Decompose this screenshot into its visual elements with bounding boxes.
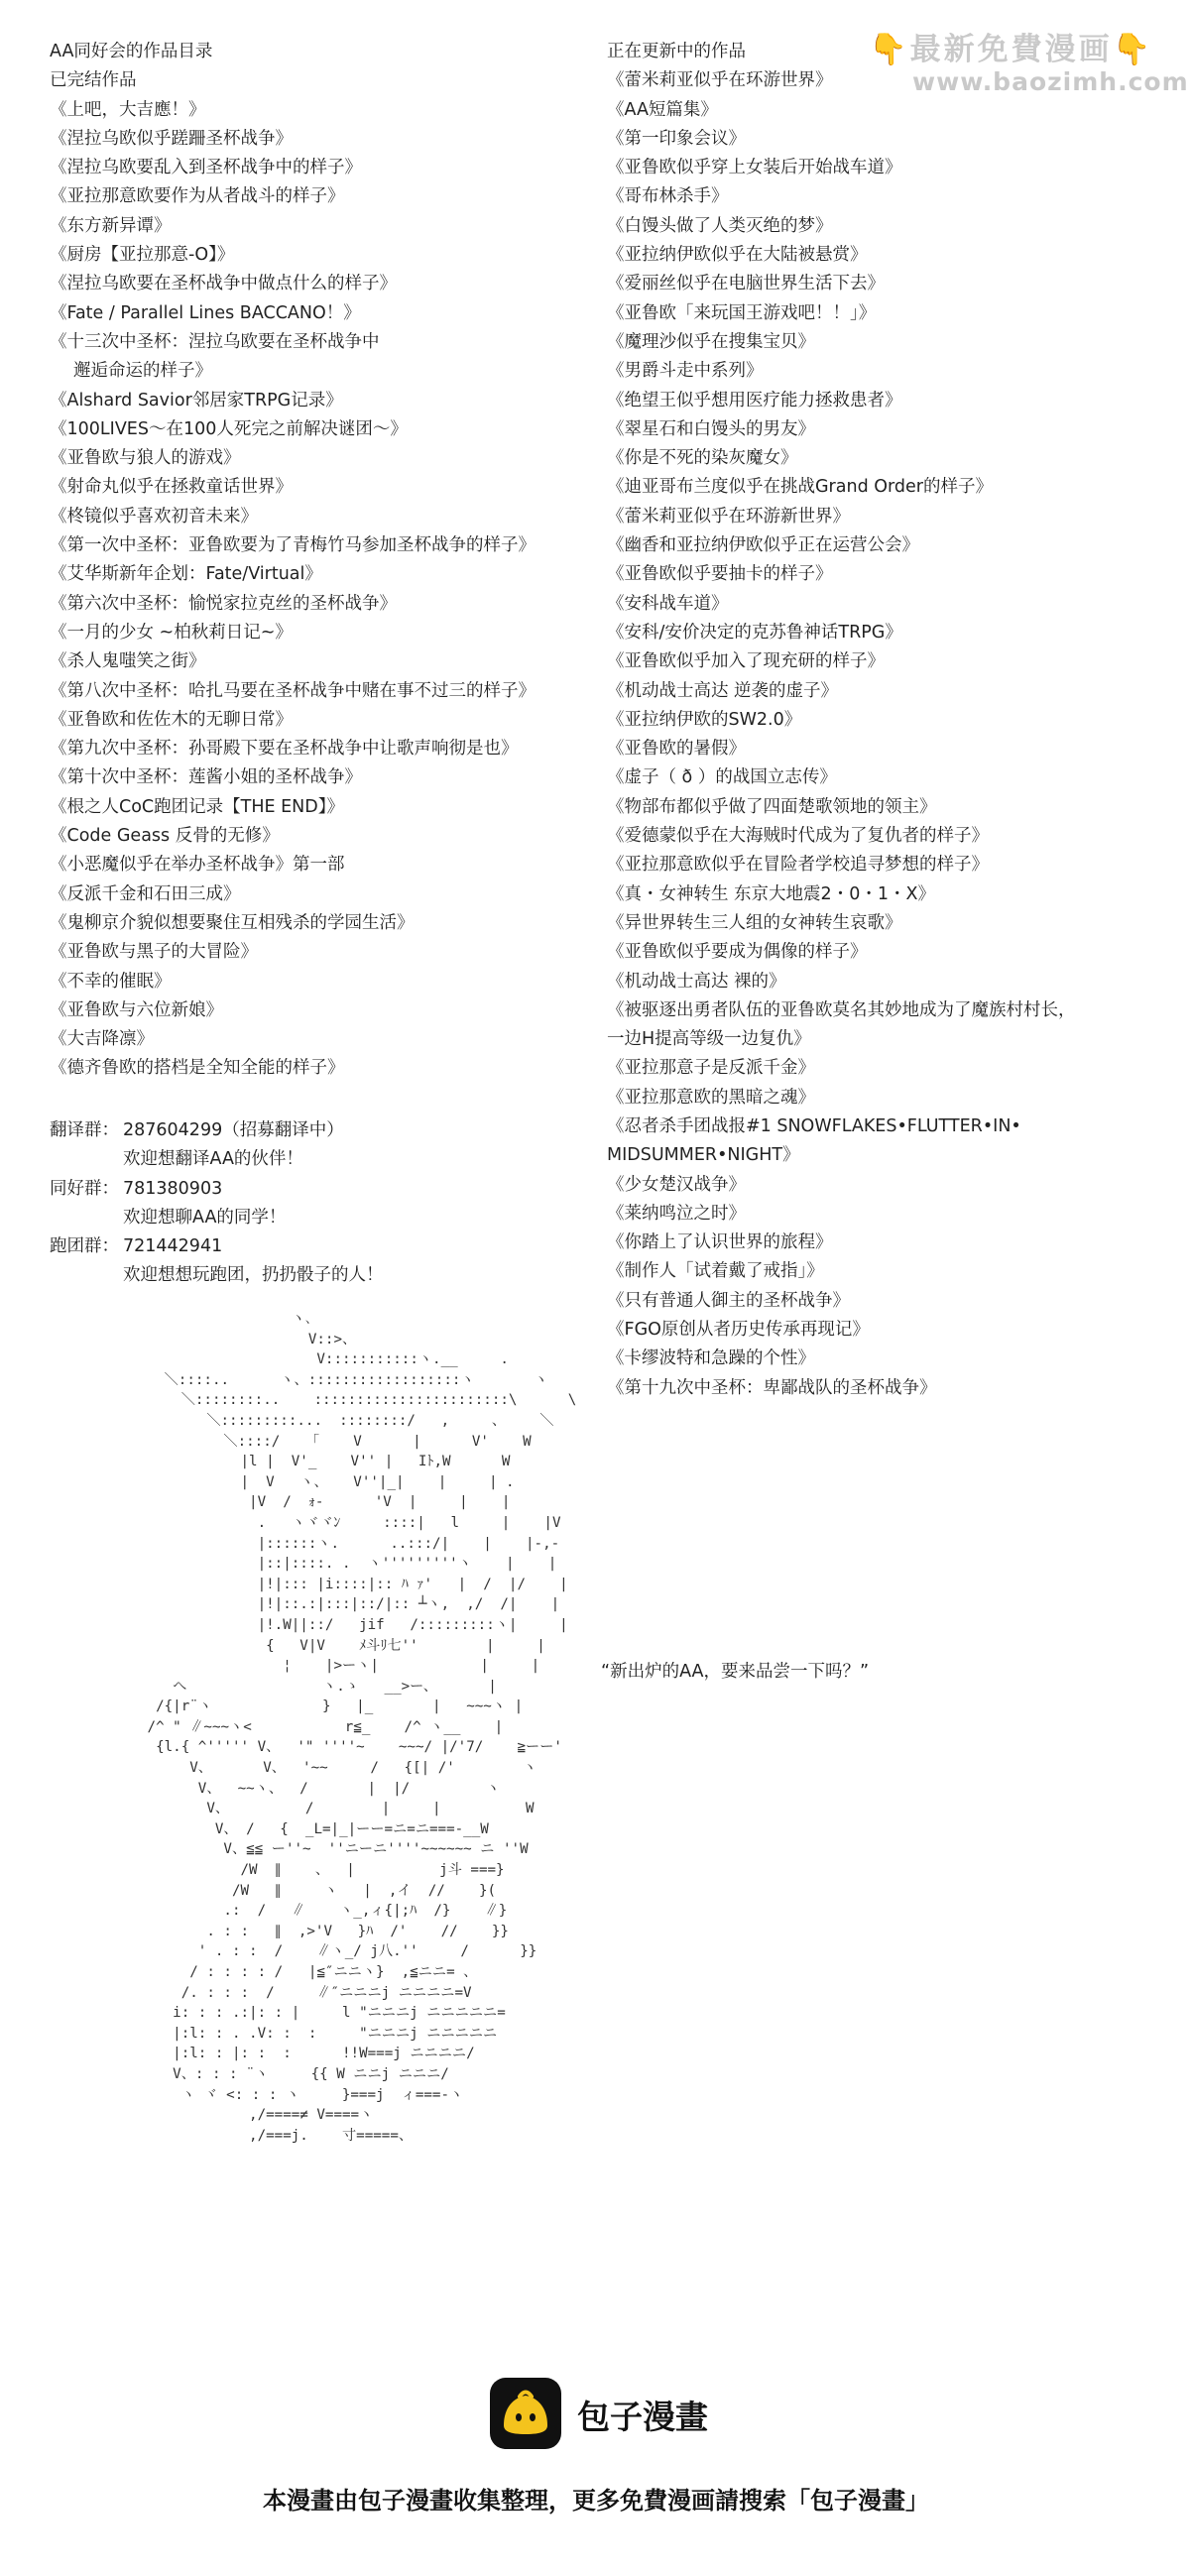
ongoing-work-item: 《物部布都似乎做了四面楚歌领地的领主》 xyxy=(607,796,937,817)
completed-work-item: 《不幸的催眠》 xyxy=(50,971,172,992)
ongoing-work-item: 《虚子（ ð ）的战国立志传》 xyxy=(607,767,837,788)
ongoing-work-item: MIDSUMMER•NIGHT》 xyxy=(607,1145,800,1166)
completed-work-item: 《东方新异谭》 xyxy=(50,215,172,236)
ongoing-work-item: 《异世界转生三人组的女神转生哀歌》 xyxy=(607,912,902,933)
group-contacts xyxy=(50,1116,384,1291)
completed-work-item: 《亚鲁欧与狼人的游戏》 xyxy=(50,448,241,469)
ongoing-work-item: 《第十九次中圣杯：卑鄙战队的圣杯战争》 xyxy=(607,1377,937,1398)
ongoing-work-item: 《蕾米莉亚似乎在环游新世界》 xyxy=(607,506,850,527)
completed-work-item: 《涅拉乌欧要乱入到圣杯战争中的样子》 xyxy=(50,158,362,178)
ongoing-work-item: 《爱德蒙似乎在大海贼时代成为了复仇者的样子》 xyxy=(607,826,989,847)
ongoing-works-list xyxy=(607,66,1182,1403)
completed-works-column xyxy=(50,38,605,1084)
contact-row xyxy=(50,1175,384,1204)
ongoing-work-item: 一边H提高等级一边复仇》 xyxy=(607,1029,811,1050)
completed-work-item: 《鬼柳京介貌似想要聚住互相残杀的学园生活》 xyxy=(50,912,415,933)
completed-work-item: 《Alshard Savior邻居家TRPG记录》 xyxy=(50,390,343,410)
ongoing-work-item: 《AA短篇集》 xyxy=(607,99,718,120)
completed-work-item: 《十三次中圣杯：涅拉乌欧要在圣杯战争中 xyxy=(50,331,380,352)
completed-work-item: 《厨房【亚拉那意-O】》 xyxy=(50,245,235,266)
logo-text: 包子漫畫 xyxy=(577,2398,708,2436)
baozi-bun-icon xyxy=(490,2378,561,2449)
completed-work-item: 《艾华斯新年企划：Fate/Virtual》 xyxy=(50,564,322,585)
ongoing-work-item: 《少女楚汉战争》 xyxy=(607,1174,746,1195)
ongoing-work-item: 《真・女神转生 东京大地震2・0・1・X》 xyxy=(607,883,935,904)
ongoing-work-item: 《亚鲁欧的暑假》 xyxy=(607,739,746,760)
catalog-heading: AA同好会的作品目录 xyxy=(50,42,213,61)
completed-work-item: 《亚拉那意欧要作为从者战斗的样子》 xyxy=(50,186,345,207)
contact-label: 翻译群： xyxy=(50,1120,119,1140)
ongoing-work-item: 《FGO原创从者历史传承再现记》 xyxy=(607,1320,870,1341)
contact-number[interactable]: 781380903 xyxy=(123,1178,223,1199)
speech-caption: “新出炉的AA，要来品尝一下吗？” xyxy=(601,1662,870,1682)
ongoing-work-item: 《绝望王似乎想用医疗能力拯救患者》 xyxy=(607,390,902,410)
completed-work-item: 《亚鲁欧与黑子的大冒险》 xyxy=(50,942,258,963)
ongoing-work-item: 《只有普通人御主的圣杯战争》 xyxy=(607,1290,850,1311)
ongoing-work-item: 《魔理沙似乎在搜集宝贝》 xyxy=(607,331,815,352)
completed-work-item: 《亚鲁欧与六位新娘》 xyxy=(50,999,223,1020)
ongoing-work-item: 《你是不死的染灰魔女》 xyxy=(607,448,798,469)
ongoing-work-item: 《安科战车道》 xyxy=(607,593,729,614)
ongoing-work-item: 《被驱逐出勇者队伍的亚鲁欧莫名其妙地成为了魔族村村长， xyxy=(607,999,1076,1020)
ongoing-work-item: 《亚拉那意子是反派千金》 xyxy=(607,1058,815,1079)
completed-work-item: 《第八次中圣杯：哈扎马要在圣杯战争中赌在事不过三的样子》 xyxy=(50,680,536,701)
completed-work-item: 《德齐鲁欧的搭档是全知全能的样子》 xyxy=(50,1058,345,1079)
ongoing-work-item: 《莱纳鸣泣之时》 xyxy=(607,1203,746,1224)
ongoing-work-item: 《制作人「试着戴了戒指」》 xyxy=(607,1261,824,1282)
contact-note: 欢迎想想玩跑团，扔扔骰子的人！ xyxy=(123,1265,384,1286)
thumbs-up-icon: 👇 xyxy=(1112,32,1154,67)
completed-work-item: 《大吉降凛》 xyxy=(50,1029,154,1050)
ongoing-work-item: 《男爵斗走中系列》 xyxy=(607,361,764,382)
contact-number[interactable]: 287604299（招募翻译中） xyxy=(123,1120,344,1140)
completed-work-item: 《第九次中圣杯：孙哥殿下要在圣杯战争中让歌声响彻是也》 xyxy=(50,739,519,760)
ongoing-work-item: 《忍者杀手团战报#1 SNOWFLAKES•FLUTTER•IN• xyxy=(607,1115,1021,1136)
ascii-art-illustration: ヽ､ V::>、 V:::::::::::ヽ.__ . ＼::::.. ヽ、::::::::::::::::::ヽ ヽ ＼::::::::.. :::::::::::::::::::::::\ \ ＼:::::::::... ::::::::/ , 、 ＼ ＼::::/ 「 V | V' W |l | V'_ V'' | Iﾄ,W W | V ヽ、 V''|_| | | . |V / ｫ- 'V | | | . ヽヾヾﾝ ::::| l | |V |::::::ヽ. ..:::/| | |-,- |::|::::. . ヽ'''''''''ヽ | | |!|::: |i::::|:: ﾊ ｧ' | / |/ | |!|::.:|:::|::/|:: ┴ヽ, ,/ /| | |!.W||::/ jif /:::::::::ヽ| | { V|V ﾒ斗ﾘ七'' | | ¦ |>ーヽ| | | へ ヽ.ゝ __>ー、 | /{|r¨ヽ } |_ | ~~~ヽ | /^ " ∥~~~ヽ< r≦_ /^ ヽ__ | {l.{ ^''''' V、 '" ''''~ ~~~/ |/'7/ ≧ーー' V、 V、 '~~ / {[| /' ヽ V、 ~~ヽ、 / | |/ ヽ V、 / | | W V、 / { _L=|_|ーー=ニ=ニ===-__W V、≦≦ ー''~ ''ニーニ''''~~~~~~ ニ ''W /W ∥ 、 | j斗 ===} /W ∥ ヽ | ,イ // }( .: / ∥ ヽ_,ィ{|;ﾊ /} ∥} . : : ∥ ,>'V }ﾊ /' // }} ' . : : / ∥ヽ_/ j八.'' / }} / : : : : / |≦″ニニヽ} ,≦ニニ= 、 /. : : : / ∥″ニニニj ニニニニ=V i: : : .:|: : | l "ニニニj ニニニニニ= |:l: : . .V: : : "ニニニj ニニニニニ |:l: : |: : : !!W===j ニニニニ/ V、: : : ¨ヽ {{ W ニニj ニニニ/ ヽ ヾ <: : : ヽ }===j ィ===-ヽ ,/====≠ V====ヽ ,/===j. 寸=====、 xyxy=(147,1311,577,2144)
ongoing-work-item: 《哥布林杀手》 xyxy=(607,186,729,207)
contact-label: 同好群： xyxy=(50,1178,119,1199)
ongoing-work-item: 《蕾米莉亚似乎在环游世界》 xyxy=(607,70,833,91)
contact-note: 欢迎想翻译AA的伙伴！ xyxy=(123,1149,303,1170)
completed-work-item: 《射命丸似乎在拯救童话世界》 xyxy=(50,477,293,498)
completed-work-item: 《第一次中圣杯：亚鲁欧要为了青梅竹马参加圣杯战争的样子》 xyxy=(50,535,536,556)
completed-work-item: 《上吧，大吉應！》 xyxy=(50,99,206,120)
footer-logo[interactable] xyxy=(490,2378,728,2449)
completed-work-item: 《涅拉乌欧要在圣杯战争中做点什么的样子》 xyxy=(50,274,397,294)
ongoing-work-item: 《亚鲁欧「来玩国王游戏吧！！」》 xyxy=(607,302,877,323)
ongoing-work-item: 《亚拉那意欧似乎在冒险者学校追寻梦想的样子》 xyxy=(607,855,989,876)
ongoing-work-item: 《亚鲁欧似乎穿上女装后开始战车道》 xyxy=(607,158,902,178)
ongoing-work-item: 《迪亚哥布兰度似乎在挑战Grand Order的样子》 xyxy=(607,477,993,498)
ongoing-work-item: 《幽香和亚拉纳伊欧似乎正在运营公会》 xyxy=(607,535,919,556)
completed-work-item: 《小恶魔似乎在举办圣杯战争》第一部 xyxy=(50,855,345,876)
ongoing-work-item: 《卡缪波特和急躁的个性》 xyxy=(607,1348,815,1369)
ongoing-work-item: 《亚拉那意欧的黑暗之魂》 xyxy=(607,1087,815,1108)
completed-work-item: 《反派千金和石田三成》 xyxy=(50,883,241,904)
ongoing-work-item: 《爱丽丝似乎在电脑世界生活下去》 xyxy=(607,274,885,294)
completed-work-item: 《一月的少女 ~柏秋莉日记~》 xyxy=(50,622,293,643)
ongoing-works-column xyxy=(607,38,1182,1403)
ongoing-work-item: 《第一印象会议》 xyxy=(607,128,746,149)
contact-row xyxy=(50,1116,384,1145)
completed-work-item: 《Fate / Parallel Lines BACCANO！》 xyxy=(50,302,361,323)
ongoing-work-item: 《你踏上了认识世界的旅程》 xyxy=(607,1232,833,1253)
ongoing-heading: 正在更新中的作品 xyxy=(607,42,746,61)
thumbs-up-icon: 👇 xyxy=(869,32,910,67)
ongoing-work-item: 《机动战士高达 裸的》 xyxy=(607,971,786,992)
completed-work-item: 《根之人CoC跑团记录【THE END】》 xyxy=(50,796,344,817)
completed-work-item: 《柊镜似乎喜欢初音未来》 xyxy=(50,506,258,527)
ongoing-work-item: 《安科/安价决定的克苏鲁神话TRPG》 xyxy=(607,622,902,643)
completed-work-item: 《亚鲁欧和佐佐木的无聊日常》 xyxy=(50,709,293,730)
completed-work-item: 《杀人鬼嗤笑之街》 xyxy=(50,651,206,672)
completed-heading: 已完结作品 xyxy=(50,70,137,91)
watermark-title: 👇最新免費漫画👇 xyxy=(869,32,1154,67)
footer-note: 本漫畫由包子漫畫收集整理，更多免費漫画請搜索「包子漫畫」 xyxy=(263,2487,929,2515)
watermark-url: www.baozimh.com xyxy=(912,67,1189,96)
completed-works-list xyxy=(50,96,605,1084)
completed-work-item: 邂逅命运的样子》 xyxy=(73,361,212,382)
contact-row xyxy=(50,1232,384,1261)
completed-work-item: 《100LIVES～在100人死完之前解决谜团～》 xyxy=(50,418,408,439)
ongoing-work-item: 《亚拉纳伊欧似乎在大陆被悬赏》 xyxy=(607,245,868,266)
ongoing-work-item: 《亚鲁欧似乎要成为偶像的样子》 xyxy=(607,942,868,963)
contact-number[interactable]: 721442941 xyxy=(123,1236,223,1257)
completed-work-item: 《第十次中圣杯：莲酱小姐的圣杯战争》 xyxy=(50,767,362,788)
ongoing-work-item: 《机动战士高达 逆袭的虚子》 xyxy=(607,680,839,701)
completed-work-item: 《涅拉乌欧似乎蹉跚圣杯战争》 xyxy=(50,128,293,149)
ongoing-work-item: 《白馒头做了人类灭绝的梦》 xyxy=(607,215,833,236)
ongoing-work-item: 《亚鲁欧似乎要抽卡的样子》 xyxy=(607,564,833,585)
contact-label: 跑团群： xyxy=(50,1236,119,1257)
contact-note: 欢迎想聊AA的同学！ xyxy=(123,1207,287,1228)
ongoing-work-item: 《亚鲁欧似乎加入了现充研的样子》 xyxy=(607,651,885,672)
ongoing-work-item: 《翠星石和白馒头的男友》 xyxy=(607,418,815,439)
completed-work-item: 《第六次中圣杯：愉悦家拉克丝的圣杯战争》 xyxy=(50,593,397,614)
completed-work-item: 《Code Geass 反骨的无修》 xyxy=(50,826,280,847)
ongoing-work-item: 《亚拉纳伊欧的SW2.0》 xyxy=(607,709,802,730)
